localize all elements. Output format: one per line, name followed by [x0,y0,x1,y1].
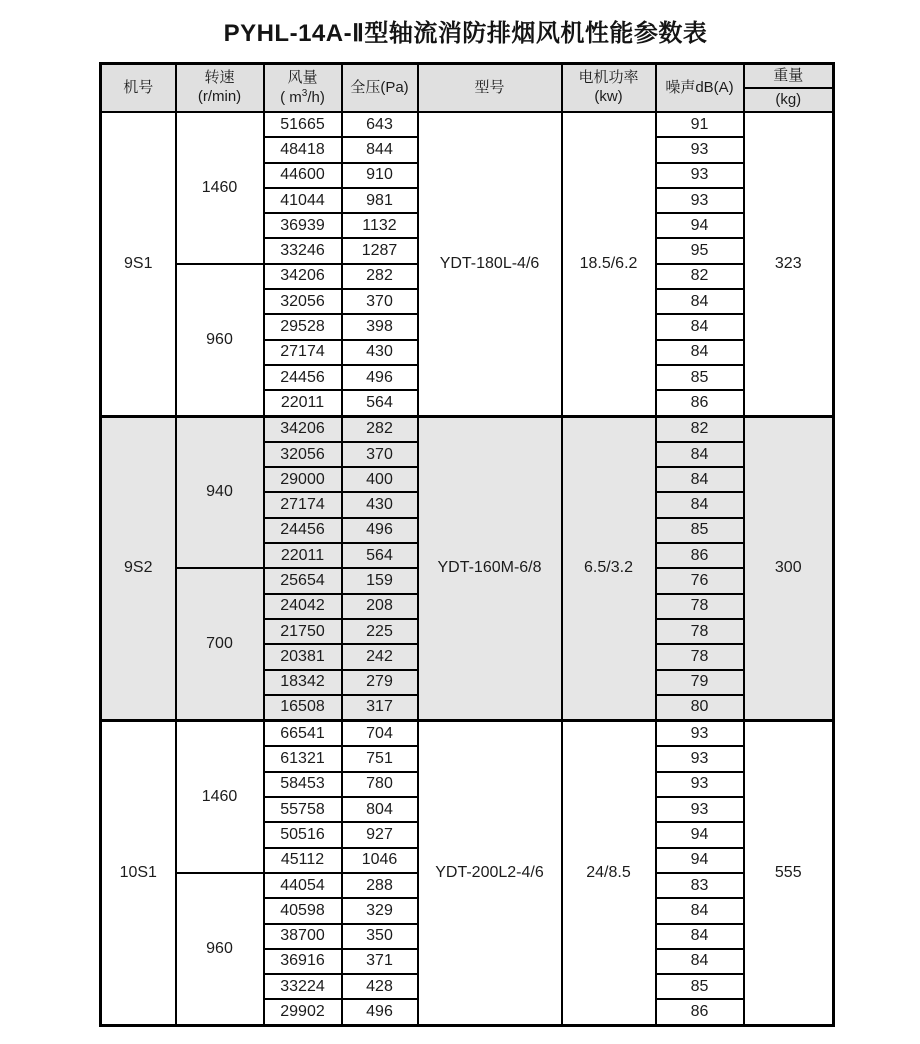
pressure-cell: 317 [342,695,418,721]
table-row [101,721,834,747]
airflow-cell: 58453 [264,772,342,797]
airflow-cell: 66541 [264,721,342,747]
airflow-cell: 24456 [264,365,342,390]
col-header-speed-line2: (r/min) [197,88,242,105]
noise-cell: 94 [656,822,744,847]
noise-cell: 85 [656,518,744,543]
noise-cell: 84 [656,898,744,923]
pressure-cell: 282 [342,264,418,289]
airflow-cell: 34206 [264,264,342,289]
col-header-airflow-line1: 风量 [287,68,318,86]
weight-cell: 555 [744,721,834,1026]
airflow-cell: 20381 [264,644,342,669]
airflow-cell: 25654 [264,568,342,593]
pressure-cell: 370 [342,289,418,314]
power-cell: 6.5/3.2 [562,416,656,721]
noise-cell: 86 [656,390,744,416]
noise-cell: 85 [656,365,744,390]
noise-cell: 80 [656,695,744,721]
pressure-cell: 288 [342,873,418,898]
airflow-cell: 48418 [264,137,342,162]
pressure-cell: 208 [342,594,418,619]
airflow-cell: 41044 [264,188,342,213]
noise-cell: 84 [656,467,744,492]
airflow-cell: 36916 [264,949,342,974]
airflow-cell: 29528 [264,314,342,339]
pressure-cell: 282 [342,416,418,442]
noise-cell: 84 [656,924,744,949]
airflow-cell: 44600 [264,163,342,188]
noise-cell: 93 [656,137,744,162]
airflow-cell: 18342 [264,670,342,695]
noise-cell: 91 [656,112,744,137]
pressure-cell: 927 [342,822,418,847]
pressure-cell: 564 [342,543,418,568]
power-cell: 24/8.5 [562,721,656,1026]
airflow-cell: 16508 [264,695,342,721]
col-header-airflow-line2 [265,88,341,108]
weight-cell: 323 [744,112,834,416]
airflow-cell: 50516 [264,822,342,847]
airflow-cell: 29000 [264,467,342,492]
pressure-cell: 496 [342,999,418,1025]
airflow-cell: 45112 [264,848,342,873]
pressure-cell: 981 [342,188,418,213]
col-header-weight-unit: (kg) [744,88,834,112]
airflow-cell: 32056 [264,442,342,467]
col-header-speed [176,64,264,113]
pressure-cell: 350 [342,924,418,949]
noise-cell: 76 [656,568,744,593]
airflow-cell: 27174 [264,492,342,517]
noise-cell: 95 [656,238,744,263]
airflow-cell: 24042 [264,594,342,619]
airflow-cell: 33246 [264,238,342,263]
airflow-cell: 21750 [264,619,342,644]
pressure-cell: 704 [342,721,418,747]
col-header-airflow [264,64,342,113]
pressure-cell: 780 [342,772,418,797]
airflow-cell: 33224 [264,974,342,999]
col-header-power-line1: 电机功率 [578,69,639,87]
pressure-cell: 496 [342,365,418,390]
pressure-cell: 643 [342,112,418,137]
noise-cell: 82 [656,264,744,289]
pressure-cell: 398 [342,314,418,339]
noise-cell: 85 [656,974,744,999]
header-row-1 [101,64,834,89]
noise-cell: 93 [656,163,744,188]
noise-cell: 93 [656,721,744,747]
col-header-noise: 噪声dB(A) [656,64,744,113]
airflow-cell: 22011 [264,390,342,416]
model-cell: YDT-180L-4/6 [418,112,562,416]
airflow-cell: 44054 [264,873,342,898]
airflow-cell: 29902 [264,999,342,1025]
pressure-cell: 329 [342,898,418,923]
pressure-cell: 564 [342,390,418,416]
airflow-cell: 36939 [264,213,342,238]
noise-cell: 86 [656,999,744,1025]
speed-cell: 1460 [176,112,264,264]
pressure-cell: 371 [342,949,418,974]
table-header [101,64,834,113]
speed-cell: 940 [176,416,264,568]
noise-cell: 83 [656,873,744,898]
pressure-cell: 370 [342,442,418,467]
airflow-cell: 55758 [264,797,342,822]
pressure-cell: 1132 [342,213,418,238]
power-cell: 18.5/6.2 [562,112,656,416]
pressure-cell: 159 [342,568,418,593]
table-row [101,112,834,137]
airflow-unit-sup: 3 [301,87,308,99]
pressure-cell: 804 [342,797,418,822]
airflow-cell: 38700 [264,924,342,949]
noise-cell: 82 [656,416,744,442]
col-header-machine: 机号 [101,64,176,113]
machine-no-cell: 9S2 [101,416,176,721]
noise-cell: 94 [656,848,744,873]
airflow-cell: 61321 [264,746,342,771]
noise-cell: 84 [656,949,744,974]
machine-no-cell: 10S1 [101,721,176,1026]
noise-cell: 79 [656,670,744,695]
model-cell: YDT-160M-6/8 [418,416,562,721]
model-cell: YDT-200L2-4/6 [418,721,562,1026]
noise-cell: 86 [656,543,744,568]
pressure-cell: 496 [342,518,418,543]
airflow-cell: 34206 [264,416,342,442]
noise-cell: 78 [656,619,744,644]
speed-cell: 960 [176,264,264,416]
col-header-speed-line1: 转速 [204,69,235,87]
airflow-cell: 27174 [264,340,342,365]
table-row [101,416,834,442]
airflow-cell: 32056 [264,289,342,314]
pressure-cell: 1046 [342,848,418,873]
noise-cell: 93 [656,772,744,797]
fan-spec-table [99,62,835,1027]
noise-cell: 84 [656,340,744,365]
noise-cell: 78 [656,644,744,669]
noise-cell: 84 [656,314,744,339]
speed-cell: 960 [176,873,264,1025]
speed-cell: 700 [176,568,264,720]
airflow-cell: 24456 [264,518,342,543]
pressure-cell: 1287 [342,238,418,263]
noise-cell: 93 [656,797,744,822]
airflow-cell: 51665 [264,112,342,137]
noise-cell: 94 [656,213,744,238]
col-header-pressure: 全压(Pa) [342,64,418,113]
noise-cell: 93 [656,746,744,771]
airflow-unit-close: /h) [307,88,325,106]
pressure-cell: 400 [342,467,418,492]
pressure-cell: 225 [342,619,418,644]
pressure-cell: 910 [342,163,418,188]
noise-cell: 84 [656,442,744,467]
pressure-cell: 751 [342,746,418,771]
col-header-power [562,64,656,113]
pressure-cell: 430 [342,340,418,365]
airflow-cell: 40598 [264,898,342,923]
airflow-cell: 22011 [264,543,342,568]
pressure-cell: 279 [342,670,418,695]
noise-cell: 84 [656,492,744,517]
weight-cell: 300 [744,416,834,721]
page-title: PYHL-14A-Ⅱ型轴流消防排烟风机性能参数表 [223,20,708,47]
pressure-cell: 428 [342,974,418,999]
noise-cell: 78 [656,594,744,619]
col-header-weight: 重量 [744,64,834,89]
col-header-model: 型号 [418,64,562,113]
pressure-cell: 430 [342,492,418,517]
airflow-unit-open: ( m [280,88,302,106]
pressure-cell: 242 [342,644,418,669]
pressure-cell: 844 [342,137,418,162]
noise-cell: 93 [656,188,744,213]
speed-cell: 1460 [176,721,264,873]
machine-no-cell: 9S1 [101,112,176,416]
noise-cell: 84 [656,289,744,314]
col-header-power-line2: (kw) [594,88,623,105]
